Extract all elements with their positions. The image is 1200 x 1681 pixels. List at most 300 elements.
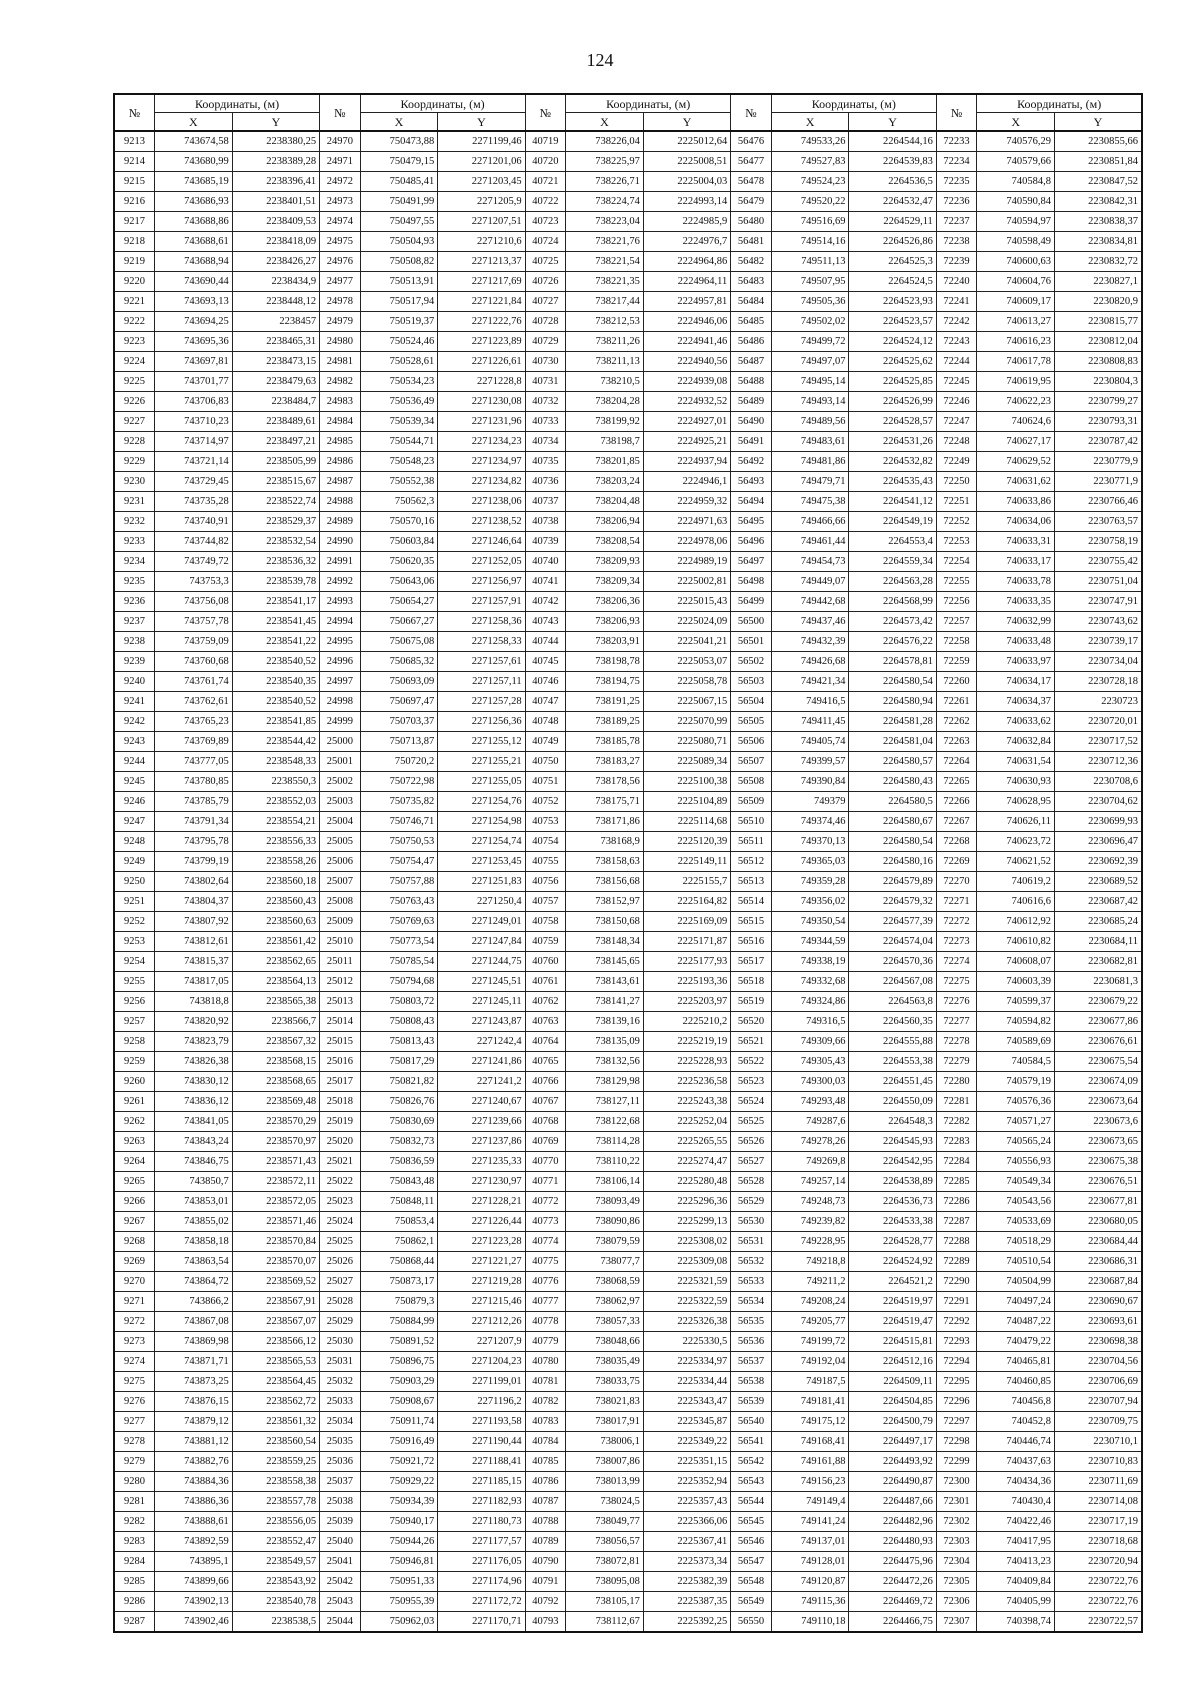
point-number: 40780 [525, 1352, 565, 1372]
point-number: 56547 [731, 1552, 771, 1572]
coord-y: 2224957,81 [643, 292, 730, 312]
coord-x: 749359,28 [771, 872, 849, 892]
coord-x: 740634,06 [977, 512, 1055, 532]
point-number: 72233 [936, 131, 976, 152]
point-number: 56529 [731, 1192, 771, 1212]
point-number: 56538 [731, 1372, 771, 1392]
coord-x: 738127,11 [566, 1092, 644, 1112]
coord-x: 743864,72 [154, 1272, 232, 1292]
coord-x: 738129,98 [566, 1072, 644, 1092]
coord-y: 2224989,19 [643, 552, 730, 572]
point-number: 24986 [320, 452, 360, 472]
coord-x: 740533,69 [977, 1212, 1055, 1232]
coord-y: 2230693,61 [1055, 1312, 1142, 1332]
point-number: 72239 [936, 252, 976, 272]
table-row [114, 1232, 1142, 1252]
coord-y: 2225164,82 [643, 892, 730, 912]
point-number: 56490 [731, 412, 771, 432]
coord-y: 2230718,68 [1055, 1532, 1142, 1552]
point-number: 56515 [731, 912, 771, 932]
coord-x: 740465,81 [977, 1352, 1055, 1372]
coord-y: 2225308,02 [643, 1232, 730, 1252]
point-number: 72273 [936, 932, 976, 952]
point-number: 72296 [936, 1392, 976, 1412]
coord-x: 738189,25 [566, 712, 644, 732]
coord-y: 2264512,16 [849, 1352, 936, 1372]
coord-y: 2238566,7 [232, 1012, 319, 1032]
coord-y: 2230711,69 [1055, 1472, 1142, 1492]
coord-y: 2238549,57 [232, 1552, 319, 1572]
point-number: 9217 [114, 212, 154, 232]
coord-x: 750853,4 [360, 1212, 438, 1232]
coord-y: 2238564,45 [232, 1372, 319, 1392]
coord-y: 2264532,47 [849, 192, 936, 212]
coord-y: 2264531,26 [849, 432, 936, 452]
coord-x: 743761,74 [154, 672, 232, 692]
coord-y: 2264524,5 [849, 272, 936, 292]
coord-x: 749205,77 [771, 1312, 849, 1332]
point-number: 40769 [525, 1132, 565, 1152]
coord-y: 2271174,96 [438, 1572, 525, 1592]
coord-y: 2238489,61 [232, 412, 319, 432]
point-number: 72236 [936, 192, 976, 212]
point-number: 9276 [114, 1392, 154, 1412]
coord-y: 2225070,99 [643, 712, 730, 732]
point-number: 56514 [731, 892, 771, 912]
point-number: 56506 [731, 732, 771, 752]
coord-x: 750821,82 [360, 1072, 438, 1092]
coord-x: 750517,94 [360, 292, 438, 312]
coord-y: 2238556,33 [232, 832, 319, 852]
table-row [114, 932, 1142, 952]
coord-y: 2224985,9 [643, 212, 730, 232]
point-number: 56511 [731, 832, 771, 852]
coord-y: 2225041,21 [643, 632, 730, 652]
coord-x: 749300,03 [771, 1072, 849, 1092]
coord-x: 743769,89 [154, 732, 232, 752]
point-number: 25028 [320, 1292, 360, 1312]
coord-y: 2264576,22 [849, 632, 936, 652]
coord-x: 750951,33 [360, 1572, 438, 1592]
coord-x: 750848,11 [360, 1192, 438, 1212]
coord-y: 2224971,63 [643, 512, 730, 532]
coord-y: 2264542,95 [849, 1152, 936, 1172]
coord-y: 2264580,57 [849, 752, 936, 772]
table-row [114, 1032, 1142, 1052]
point-number: 56540 [731, 1412, 771, 1432]
coord-x: 749324,86 [771, 992, 849, 1012]
coord-x: 750504,93 [360, 232, 438, 252]
point-number: 9268 [114, 1232, 154, 1252]
coord-y: 2238569,52 [232, 1272, 319, 1292]
coord-y: 2271207,51 [438, 212, 525, 232]
coord-x: 740409,84 [977, 1572, 1055, 1592]
point-number: 40786 [525, 1472, 565, 1492]
coord-x: 740434,36 [977, 1472, 1055, 1492]
table-row [114, 1392, 1142, 1412]
coord-y: 2230832,72 [1055, 252, 1142, 272]
coord-x: 740600,63 [977, 252, 1055, 272]
point-number: 9235 [114, 572, 154, 592]
point-number: 40789 [525, 1532, 565, 1552]
coord-y: 2264574,04 [849, 932, 936, 952]
point-number: 72281 [936, 1092, 976, 1112]
coord-y: 2225155,7 [643, 872, 730, 892]
coord-x: 740633,35 [977, 592, 1055, 612]
point-number: 40734 [525, 432, 565, 452]
coord-x: 743685,19 [154, 172, 232, 192]
coord-y: 2225100,38 [643, 772, 730, 792]
coord-x: 743886,36 [154, 1492, 232, 1512]
coord-x: 750836,59 [360, 1152, 438, 1172]
coord-y: 2264544,16 [849, 131, 936, 152]
point-number: 56530 [731, 1212, 771, 1232]
coord-y: 2238557,78 [232, 1492, 319, 1512]
coord-x: 743818,8 [154, 992, 232, 1012]
coordinates-table [113, 93, 1143, 1633]
point-number: 40768 [525, 1112, 565, 1132]
coord-x: 740571,27 [977, 1112, 1055, 1132]
point-number: 72282 [936, 1112, 976, 1132]
point-number: 56488 [731, 372, 771, 392]
point-number: 72261 [936, 692, 976, 712]
coord-x: 738209,34 [566, 572, 644, 592]
coord-y: 2225367,41 [643, 1532, 730, 1552]
coord-x: 750720,2 [360, 752, 438, 772]
point-number: 40747 [525, 692, 565, 712]
coord-x: 740633,31 [977, 532, 1055, 552]
point-number: 24978 [320, 292, 360, 312]
coord-x: 743714,97 [154, 432, 232, 452]
point-number: 56492 [731, 452, 771, 472]
coord-y: 2264567,08 [849, 972, 936, 992]
point-number: 25008 [320, 892, 360, 912]
point-number: 25041 [320, 1552, 360, 1572]
coord-y: 2230696,47 [1055, 832, 1142, 852]
point-number: 72259 [936, 652, 976, 672]
coord-x: 743688,86 [154, 212, 232, 232]
coord-y: 2271226,44 [438, 1212, 525, 1232]
point-number: 72242 [936, 312, 976, 332]
coord-y: 2238558,38 [232, 1472, 319, 1492]
coord-x: 740430,4 [977, 1492, 1055, 1512]
coord-y: 2238554,21 [232, 812, 319, 832]
coord-x: 740633,97 [977, 652, 1055, 672]
coord-x: 740634,17 [977, 672, 1055, 692]
coord-y: 2230677,81 [1055, 1192, 1142, 1212]
coord-x: 743876,15 [154, 1392, 232, 1412]
point-number: 40753 [525, 812, 565, 832]
point-number: 9249 [114, 852, 154, 872]
coord-x: 743744,82 [154, 532, 232, 552]
point-number: 72303 [936, 1532, 976, 1552]
coord-y: 2238572,11 [232, 1172, 319, 1192]
point-number: 24971 [320, 152, 360, 172]
table-row [114, 212, 1142, 232]
coord-x: 740633,86 [977, 492, 1055, 512]
point-number: 72238 [936, 232, 976, 252]
point-number: 24994 [320, 612, 360, 632]
coord-y: 2224925,21 [643, 432, 730, 452]
coord-y: 2271207,9 [438, 1332, 525, 1352]
point-number: 9248 [114, 832, 154, 852]
coord-y: 2271234,23 [438, 432, 525, 452]
coord-y: 2238505,99 [232, 452, 319, 472]
point-number: 72260 [936, 672, 976, 692]
coord-y: 2225114,68 [643, 812, 730, 832]
point-number: 72299 [936, 1452, 976, 1472]
coord-x: 743855,02 [154, 1212, 232, 1232]
point-number: 9281 [114, 1492, 154, 1512]
point-number: 72266 [936, 792, 976, 812]
coord-x: 743710,23 [154, 412, 232, 432]
coord-x: 749211,2 [771, 1272, 849, 1292]
coord-y: 2238541,22 [232, 632, 319, 652]
coord-y: 2264550,09 [849, 1092, 936, 1112]
table-row [114, 1192, 1142, 1212]
point-number: 9280 [114, 1472, 154, 1492]
coord-y: 2238484,7 [232, 392, 319, 412]
coord-x: 738191,25 [566, 692, 644, 712]
coord-y: 2271228,8 [438, 372, 525, 392]
coord-x: 740631,54 [977, 752, 1055, 772]
coord-x: 740417,95 [977, 1532, 1055, 1552]
coord-x: 738212,53 [566, 312, 644, 332]
coord-x: 749370,13 [771, 832, 849, 852]
coord-y: 2225351,15 [643, 1452, 730, 1472]
point-number: 72268 [936, 832, 976, 852]
point-number: 56485 [731, 312, 771, 332]
coord-y: 2271176,05 [438, 1552, 525, 1572]
coord-y: 2230739,17 [1055, 632, 1142, 652]
point-number: 9222 [114, 312, 154, 332]
point-number: 40792 [525, 1592, 565, 1612]
coord-y: 2225120,39 [643, 832, 730, 852]
coord-y: 2238544,42 [232, 732, 319, 752]
coord-y: 2225392,25 [643, 1612, 730, 1633]
coord-y: 2264555,88 [849, 1032, 936, 1052]
coord-y: 2238567,07 [232, 1312, 319, 1332]
coord-y: 2230679,22 [1055, 992, 1142, 1012]
point-number: 9232 [114, 512, 154, 532]
point-number: 9220 [114, 272, 154, 292]
coord-x: 740422,46 [977, 1512, 1055, 1532]
table-row [114, 292, 1142, 312]
point-number: 56541 [731, 1432, 771, 1452]
coord-x: 738017,91 [566, 1412, 644, 1432]
coord-y: 2225387,35 [643, 1592, 730, 1612]
coord-x: 743753,3 [154, 572, 232, 592]
point-number: 40751 [525, 772, 565, 792]
coord-y: 2225274,47 [643, 1152, 730, 1172]
coord-x: 740633,62 [977, 712, 1055, 732]
coord-x: 738206,94 [566, 512, 644, 532]
point-number: 56493 [731, 472, 771, 492]
point-number: 72304 [936, 1552, 976, 1572]
coord-x: 740589,69 [977, 1032, 1055, 1052]
point-number: 25013 [320, 992, 360, 1012]
coord-x: 743815,37 [154, 952, 232, 972]
point-number: 9278 [114, 1432, 154, 1452]
coord-x: 738048,66 [566, 1332, 644, 1352]
coord-x: 738226,04 [566, 131, 644, 152]
coord-x: 738110,22 [566, 1152, 644, 1172]
coord-x: 743791,34 [154, 812, 232, 832]
coord-y: 2264580,54 [849, 672, 936, 692]
point-number: 40766 [525, 1072, 565, 1092]
point-number: 56500 [731, 612, 771, 632]
point-number: 56521 [731, 1032, 771, 1052]
point-number: 9256 [114, 992, 154, 1012]
coord-y: 2238457 [232, 312, 319, 332]
table-row [114, 1292, 1142, 1312]
coord-x: 749421,34 [771, 672, 849, 692]
coord-y: 2238568,15 [232, 1052, 319, 1072]
coord-y: 2271252,05 [438, 552, 525, 572]
coord-y: 2264551,45 [849, 1072, 936, 1092]
point-number: 9267 [114, 1212, 154, 1232]
coord-y: 2271190,44 [438, 1432, 525, 1452]
coord-y: 2238541,45 [232, 612, 319, 632]
point-number: 9238 [114, 632, 154, 652]
point-number: 56543 [731, 1472, 771, 1492]
coord-y: 2238540,52 [232, 652, 319, 672]
coord-y: 2264580,16 [849, 852, 936, 872]
header-y-1: Y [438, 113, 525, 132]
point-number: 40731 [525, 372, 565, 392]
point-number: 56512 [731, 852, 771, 872]
table-row [114, 1012, 1142, 1032]
point-number: 40757 [525, 892, 565, 912]
point-number: 40721 [525, 172, 565, 192]
coord-y: 2271238,06 [438, 492, 525, 512]
coord-x: 750746,71 [360, 812, 438, 832]
table-row [114, 1352, 1142, 1372]
point-number: 72248 [936, 432, 976, 452]
point-number: 40759 [525, 932, 565, 952]
point-number: 25033 [320, 1392, 360, 1412]
point-number: 40772 [525, 1192, 565, 1212]
coord-x: 740617,78 [977, 352, 1055, 372]
coord-y: 2224993,14 [643, 192, 730, 212]
coord-x: 743694,25 [154, 312, 232, 332]
coord-y: 2224927,01 [643, 412, 730, 432]
point-number: 56520 [731, 1012, 771, 1032]
point-number: 25042 [320, 1572, 360, 1592]
point-number: 25036 [320, 1452, 360, 1472]
coord-x: 743674,58 [154, 131, 232, 152]
point-number: 72264 [936, 752, 976, 772]
coord-y: 2230717,19 [1055, 1512, 1142, 1532]
coord-y: 2271257,28 [438, 692, 525, 712]
header-coordinates-4: Координаты, (м) [977, 94, 1142, 113]
coord-x: 749499,72 [771, 332, 849, 352]
point-number: 9263 [114, 1132, 154, 1152]
coord-x: 738079,59 [566, 1232, 644, 1252]
coord-y: 2225322,59 [643, 1292, 730, 1312]
coord-y: 2238567,91 [232, 1292, 319, 1312]
point-number: 40763 [525, 1012, 565, 1032]
coord-x: 750693,09 [360, 672, 438, 692]
coord-x: 743817,05 [154, 972, 232, 992]
coord-x: 738013,99 [566, 1472, 644, 1492]
coord-y: 2238571,43 [232, 1152, 319, 1172]
coord-y: 2225334,97 [643, 1352, 730, 1372]
coord-x: 743697,81 [154, 352, 232, 372]
coord-x: 743858,18 [154, 1232, 232, 1252]
coord-x: 750862,1 [360, 1232, 438, 1252]
coord-y: 2271258,33 [438, 632, 525, 652]
coord-x: 750703,37 [360, 712, 438, 732]
coord-x: 749192,04 [771, 1352, 849, 1372]
coord-x: 750826,76 [360, 1092, 438, 1112]
coord-y: 2264523,57 [849, 312, 936, 332]
coord-x: 749350,54 [771, 912, 849, 932]
point-number: 40728 [525, 312, 565, 332]
point-number: 56528 [731, 1172, 771, 1192]
point-number: 72256 [936, 592, 976, 612]
point-number: 40729 [525, 332, 565, 352]
coord-y: 2264519,47 [849, 1312, 936, 1332]
coord-x: 740612,92 [977, 912, 1055, 932]
coord-y: 2271257,91 [438, 592, 525, 612]
point-number: 72247 [936, 412, 976, 432]
point-number: 72246 [936, 392, 976, 412]
coord-x: 743823,79 [154, 1032, 232, 1052]
header-coordinates-1: Координаты, (м) [360, 94, 525, 113]
coord-y: 2238564,13 [232, 972, 319, 992]
coord-y: 2238540,52 [232, 692, 319, 712]
coord-y: 2224964,11 [643, 272, 730, 292]
coord-y: 2230673,64 [1055, 1092, 1142, 1112]
coord-x: 749514,16 [771, 232, 849, 252]
coord-x: 749483,61 [771, 432, 849, 452]
point-number: 56495 [731, 512, 771, 532]
point-number: 72263 [936, 732, 976, 752]
point-number: 56480 [731, 212, 771, 232]
coord-y: 2238426,27 [232, 252, 319, 272]
point-number: 9258 [114, 1032, 154, 1052]
coord-y: 2230720,94 [1055, 1552, 1142, 1572]
coord-y: 2225089,34 [643, 752, 730, 772]
table-row [114, 832, 1142, 852]
coord-x: 749432,39 [771, 632, 849, 652]
coord-x: 750491,99 [360, 192, 438, 212]
point-number: 72276 [936, 992, 976, 1012]
coord-x: 750817,29 [360, 1052, 438, 1072]
coord-x: 743729,45 [154, 472, 232, 492]
coord-y: 2230675,38 [1055, 1152, 1142, 1172]
point-number: 9271 [114, 1292, 154, 1312]
coord-y: 2264497,17 [849, 1432, 936, 1452]
point-number: 9221 [114, 292, 154, 312]
coord-x: 740624,6 [977, 412, 1055, 432]
coord-x: 750750,53 [360, 832, 438, 852]
coord-x: 750508,82 [360, 252, 438, 272]
coord-y: 2264580,94 [849, 692, 936, 712]
point-number: 56536 [731, 1332, 771, 1352]
coord-y: 2238529,37 [232, 512, 319, 532]
point-number: 56504 [731, 692, 771, 712]
coord-y: 2230707,94 [1055, 1392, 1142, 1412]
coord-x: 749269,8 [771, 1152, 849, 1172]
coord-x: 749316,5 [771, 1012, 849, 1032]
coord-x: 750528,61 [360, 352, 438, 372]
coord-y: 2225203,97 [643, 992, 730, 1012]
point-number: 56481 [731, 232, 771, 252]
point-number: 9252 [114, 912, 154, 932]
point-number: 56505 [731, 712, 771, 732]
